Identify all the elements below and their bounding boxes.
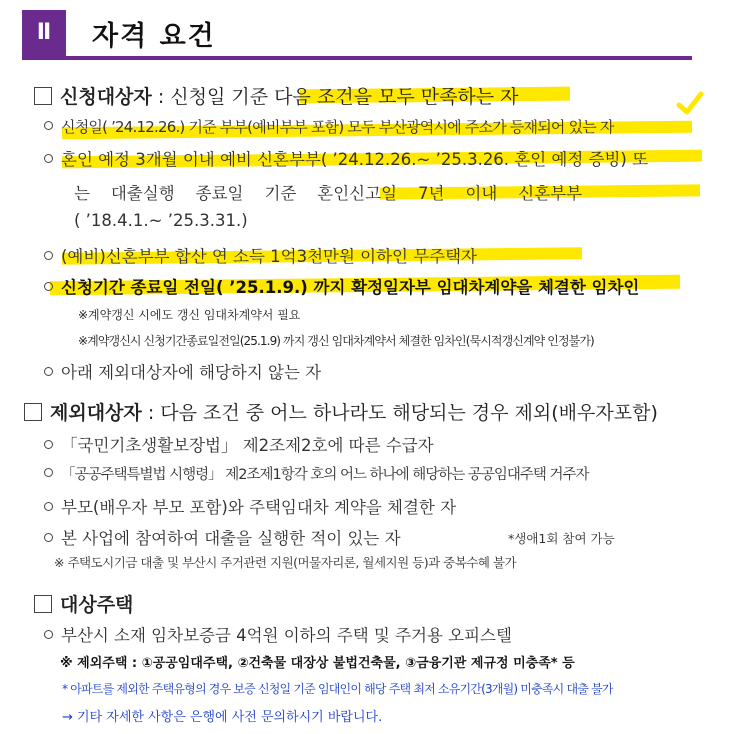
page-title: 자격 요건 xyxy=(92,21,216,52)
list-item: 신청일( ’24.12.26.) 기준 부부(예비부부 포함) 모두 부산광역시에 주소가 등재되어 있는 자 xyxy=(44,116,614,137)
note-text: ※ 주택도시기금 대출 및 부산시 주거관련 지원(머물자리론, 월세지원 등)과 중복수혜 불가 xyxy=(54,555,517,570)
footer-note: → 기타 자세한 사항은 은행에 사전 문의하시기 바랍니다. xyxy=(62,710,383,725)
list-item: 본 사업에 참여하여 대출을 실행한 적이 있는 자 xyxy=(44,525,401,549)
section-housing-heading: 대상주택 xyxy=(34,590,133,617)
list-item: 신청기간 종료일 전일( ’25.1.9.) 까지 확정일자부 임대차계약을 체결한 임차인 xyxy=(44,274,639,298)
list-item: 「공공주택특별법 시행령」 제2조제1항각 호의 어느 하나에 해당하는 공공임대주택 거주자 xyxy=(44,463,589,484)
bullet-icon xyxy=(44,502,53,511)
exclusion-note: ※ 제외주택 : ①공공임대주택, ②건축물 대장상 불법건축물, ③금융기관 제규정 미충족* 등 xyxy=(60,656,575,671)
bullet-icon xyxy=(44,367,53,376)
checkbox-icon xyxy=(34,595,52,613)
section-applicant-heading: 신청대상자 : 신청일 기준 다음 조건을 모두 만족하는 자 xyxy=(34,82,519,109)
list-item-continued: ( ’18.4.1.~ ’25.3.31.) xyxy=(74,211,248,230)
list-item: 혼인 예정 3개월 이내 예비 신혼부부( ’24.12.26.~ ’25.3.26. 혼인 예정 증빙) 또 xyxy=(44,146,648,170)
list-item: 부산시 소재 임차보증금 4억원 이하의 주택 및 주거용 오피스텔 xyxy=(44,622,512,646)
list-item: 아래 제외대상자에 해당하지 않는 자 xyxy=(44,359,321,383)
blue-note: * 아파트를 제외한 주택유형의 경우 보증 신청일 기준 임대인이 해당 주택 최저 소유기간(3개월) 미충족시 대출 불가 xyxy=(62,682,613,696)
title-underline xyxy=(22,56,692,60)
bullet-icon xyxy=(44,468,53,477)
bullet-icon xyxy=(44,282,53,291)
bullet-icon xyxy=(44,121,53,130)
bullet-icon xyxy=(44,440,53,449)
section-number-badge: Ⅱ xyxy=(22,10,66,56)
note-text: ※계약갱신시 신청기간종료일전일(25.1.9) 까지 갱신 임대차계약서 체결한 임차인(묵시적갱신계약 인정불가) xyxy=(78,334,594,348)
checkmark-icon xyxy=(676,90,704,118)
checkbox-icon xyxy=(24,403,42,421)
side-note: *생애1회 참여 가능 xyxy=(508,531,615,546)
list-item-continued: 는 대출실행 종료일 기준 혼인신고일 7년 이내 신혼부부 xyxy=(74,184,583,203)
bullet-icon xyxy=(44,251,53,260)
list-item: 「국민기초생활보장법」 제2조제2호에 따른 수급자 xyxy=(44,432,434,456)
section-excluded-heading: 제외대상자 : 다음 조건 중 어느 하나라도 해당되는 경우 제외(배우자포함) xyxy=(24,398,658,425)
bullet-icon xyxy=(44,630,53,639)
list-item: (예비)신혼부부 합산 연 소득 1억3천만원 이하인 무주택자 xyxy=(44,243,477,267)
list-item: 부모(배우자 부모 포함)와 주택임대차 계약을 체결한 자 xyxy=(44,494,456,518)
checkbox-icon xyxy=(34,87,52,105)
note-text: ※계약갱신 시에도 갱신 임대차계약서 필요 xyxy=(78,308,301,322)
bullet-icon xyxy=(44,154,53,163)
bullet-icon xyxy=(44,533,53,542)
